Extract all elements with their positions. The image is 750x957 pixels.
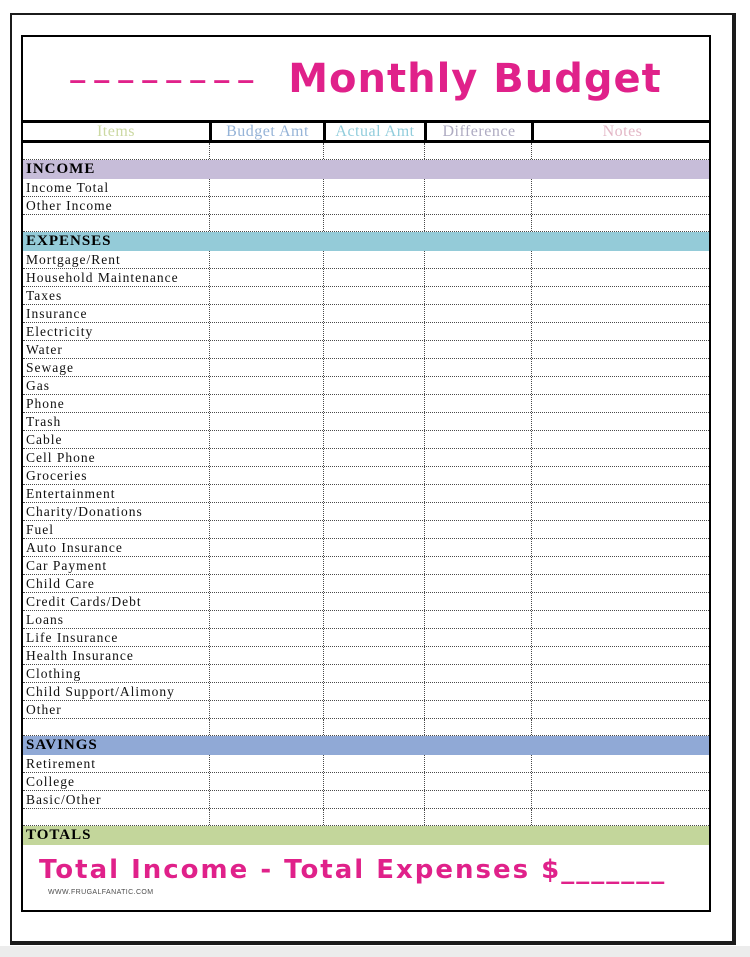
budget-amt-cell [209, 197, 323, 214]
difference-cell [424, 449, 531, 466]
budget-amt-cell [209, 503, 323, 520]
table-row [23, 647, 709, 665]
difference-cell [424, 251, 531, 268]
notes-cell [531, 701, 711, 718]
budget-amt-cell [209, 521, 323, 538]
budget-amt-cell [209, 431, 323, 448]
budget-amt-cell [209, 215, 323, 231]
table-row [23, 179, 709, 197]
notes-cell [531, 539, 711, 556]
difference-cell [424, 179, 531, 196]
actual-amt-cell [323, 269, 424, 286]
table-row [23, 251, 709, 269]
table-row [23, 665, 709, 683]
budget-amt-cell [209, 485, 323, 502]
difference-cell [424, 773, 531, 790]
item-label-cell: Basic/Other [26, 792, 102, 807]
actual-amt-cell [323, 323, 424, 340]
difference-cell [424, 323, 531, 340]
item-label-cell [23, 215, 209, 231]
budget-amt-cell [209, 755, 323, 772]
item-label-cell: Other Income [26, 198, 113, 213]
spacer-row [23, 719, 709, 736]
item-label-cell: Charity/Donations [26, 504, 143, 519]
difference-cell [424, 287, 531, 304]
notes-cell [531, 377, 711, 394]
difference-cell [424, 413, 531, 430]
difference-cell [424, 809, 531, 825]
difference-cell [424, 395, 531, 412]
item-label-cell: Trash [26, 414, 62, 429]
item-label-cell: Cell Phone [26, 450, 96, 465]
difference-cell [424, 521, 531, 538]
actual-amt-cell [323, 719, 424, 735]
actual-amt-cell [323, 629, 424, 646]
footer-area [23, 845, 709, 907]
notes-cell [531, 629, 711, 646]
notes-cell [531, 269, 711, 286]
column-header-row [23, 120, 709, 143]
notes-cell [531, 611, 711, 628]
difference-cell [424, 305, 531, 322]
item-label-cell: College [26, 774, 75, 789]
actual-amt-cell [323, 791, 424, 808]
actual-amt-cell [323, 143, 424, 159]
item-label-cell: Child Support/Alimony [26, 684, 175, 699]
spacer-row [23, 215, 709, 232]
table-row [23, 395, 709, 413]
difference-cell [424, 359, 531, 376]
title-area: ________ Monthly Budget [70, 48, 662, 102]
item-label-cell: Groceries [26, 468, 88, 483]
budget-amt-cell [209, 611, 323, 628]
item-label-cell: Other [26, 702, 62, 717]
actual-amt-cell [323, 305, 424, 322]
item-label-cell: Water [26, 342, 63, 357]
table-row [23, 539, 709, 557]
content-box [21, 35, 711, 912]
table-row [23, 611, 709, 629]
difference-cell [424, 575, 531, 592]
difference-cell [424, 341, 531, 358]
budget-amt-cell [209, 809, 323, 825]
table-body [23, 143, 709, 845]
item-label-cell: Gas [26, 378, 50, 393]
notes-cell [531, 179, 711, 196]
budget-amt-cell [209, 683, 323, 700]
difference-cell [424, 593, 531, 610]
notes-cell [531, 773, 711, 790]
item-label-cell: Fuel [26, 522, 55, 537]
table-row [23, 701, 709, 719]
budget-amt-cell [209, 359, 323, 376]
actual-amt-cell [323, 557, 424, 574]
difference-cell [424, 503, 531, 520]
item-label-cell: Income Total [26, 180, 110, 195]
table-row [23, 773, 709, 791]
item-label-cell: Sewage [26, 360, 74, 375]
section-header-income: INCOME [23, 160, 709, 179]
actual-amt-cell [323, 377, 424, 394]
actual-amt-cell [323, 521, 424, 538]
budget-amt-cell [209, 287, 323, 304]
notes-cell [531, 521, 711, 538]
notes-cell [531, 485, 711, 502]
difference-cell [424, 755, 531, 772]
table-row [23, 629, 709, 647]
budget-amt-cell [209, 305, 323, 322]
spacer-row [23, 809, 709, 826]
actual-amt-cell [323, 287, 424, 304]
actual-amt-cell [323, 773, 424, 790]
table-row [23, 485, 709, 503]
column-header-actual-amt: Actual Amt [323, 123, 424, 140]
item-label-cell: Retirement [26, 756, 96, 771]
notes-cell [531, 215, 711, 231]
table-row [23, 521, 709, 539]
notes-cell [531, 449, 711, 466]
notes-cell [531, 683, 711, 700]
item-label-cell: Entertainment [26, 486, 116, 501]
budget-amt-cell [209, 449, 323, 466]
difference-cell [424, 791, 531, 808]
notes-cell [531, 503, 711, 520]
notes-cell [531, 287, 711, 304]
notes-cell [531, 197, 711, 214]
table-row [23, 413, 709, 431]
budget-amt-cell [209, 701, 323, 718]
actual-amt-cell [323, 395, 424, 412]
item-label-cell: Insurance [26, 306, 88, 321]
budget-amt-cell [209, 575, 323, 592]
difference-cell [424, 557, 531, 574]
difference-cell [424, 611, 531, 628]
budget-amt-cell [209, 557, 323, 574]
actual-amt-cell [323, 179, 424, 196]
column-header-notes: Notes [531, 123, 711, 140]
notes-cell [531, 323, 711, 340]
notes-cell [531, 395, 711, 412]
website-url: WWW.FRUGALFANATIC.COM [48, 889, 154, 896]
difference-cell [424, 719, 531, 735]
budget-amt-cell [209, 539, 323, 556]
table-row [23, 305, 709, 323]
notes-cell [531, 755, 711, 772]
budget-amt-cell [209, 593, 323, 610]
item-label-cell: Loans [26, 612, 64, 627]
item-label-cell: Mortgage/Rent [26, 252, 121, 267]
actual-amt-cell [323, 467, 424, 484]
table-row [23, 197, 709, 215]
difference-cell [424, 701, 531, 718]
table-row [23, 467, 709, 485]
budget-amt-cell [209, 467, 323, 484]
difference-cell [424, 377, 531, 394]
notes-cell [531, 251, 711, 268]
actual-amt-cell [323, 413, 424, 430]
item-label-cell: Child Care [26, 576, 95, 591]
notes-cell [531, 467, 711, 484]
actual-amt-cell [323, 647, 424, 664]
item-label-cell: Cable [26, 432, 63, 447]
budget-amt-cell [209, 629, 323, 646]
item-label-cell: Auto Insurance [26, 540, 123, 555]
budget-amt-cell [209, 269, 323, 286]
difference-cell [424, 647, 531, 664]
item-label-cell: Car Payment [26, 558, 108, 573]
item-label-cell: Household Maintenance [26, 270, 179, 285]
item-label-cell: Clothing [26, 666, 82, 681]
actual-amt-cell [323, 593, 424, 610]
difference-cell [424, 215, 531, 231]
actual-amt-cell [323, 341, 424, 358]
section-header-savings: SAVINGS [23, 736, 709, 755]
table-row [23, 449, 709, 467]
table-row [23, 377, 709, 395]
actual-amt-cell [323, 503, 424, 520]
table-row [23, 269, 709, 287]
notes-cell [531, 809, 711, 825]
budget-amt-cell [209, 413, 323, 430]
notes-cell [531, 791, 711, 808]
item-label-cell: Electricity [26, 324, 94, 339]
budget-amt-cell [209, 341, 323, 358]
difference-cell [424, 539, 531, 556]
column-header-items: Items [96, 123, 136, 140]
spacer-row [23, 143, 709, 160]
table-row [23, 791, 709, 809]
actual-amt-cell [323, 701, 424, 718]
section-header-expenses: EXPENSES [23, 232, 709, 251]
item-label-cell [23, 719, 209, 735]
printable-page [10, 13, 736, 945]
item-label-cell: Health Insurance [26, 648, 134, 663]
budget-amt-cell [209, 395, 323, 412]
actual-amt-cell [323, 449, 424, 466]
notes-cell [531, 341, 711, 358]
budget-amt-cell [209, 179, 323, 196]
column-header-budget-amt: Budget Amt [209, 123, 323, 140]
item-label-cell: Taxes [26, 288, 63, 303]
notes-cell [531, 593, 711, 610]
difference-cell [424, 269, 531, 286]
table-row [23, 341, 709, 359]
section-header-totals: TOTALS [23, 826, 709, 845]
difference-cell [424, 683, 531, 700]
actual-amt-cell [323, 359, 424, 376]
table-row [23, 683, 709, 701]
budget-amt-cell [209, 143, 323, 159]
table-row [23, 431, 709, 449]
budget-amt-cell [209, 251, 323, 268]
actual-amt-cell [323, 539, 424, 556]
actual-amt-cell [323, 665, 424, 682]
difference-cell [424, 629, 531, 646]
difference-cell [424, 485, 531, 502]
actual-amt-cell [323, 251, 424, 268]
notes-cell [531, 557, 711, 574]
notes-cell [531, 413, 711, 430]
table-row [23, 287, 709, 305]
difference-cell [424, 431, 531, 448]
column-header-difference: Difference [424, 123, 531, 140]
actual-amt-cell [323, 611, 424, 628]
table-row [23, 593, 709, 611]
totals-formula: Total Income - Total Expenses $_______ [39, 855, 667, 885]
notes-cell [531, 665, 711, 682]
difference-cell [424, 197, 531, 214]
item-label-cell [23, 809, 209, 825]
table-row [23, 755, 709, 773]
notes-cell [531, 359, 711, 376]
budget-amt-cell [209, 647, 323, 664]
budget-amt-cell [209, 791, 323, 808]
budget-amt-cell [209, 377, 323, 394]
budget-amt-cell [209, 773, 323, 790]
actual-amt-cell [323, 485, 424, 502]
item-label-cell: Life Insurance [26, 630, 119, 645]
notes-cell [531, 575, 711, 592]
item-label-cell: Phone [26, 396, 65, 411]
difference-cell [424, 665, 531, 682]
table-row [23, 575, 709, 593]
table-row [23, 323, 709, 341]
actual-amt-cell [323, 809, 424, 825]
actual-amt-cell [323, 755, 424, 772]
page-edge-shadow [0, 946, 750, 957]
notes-cell [531, 143, 711, 159]
actual-amt-cell [323, 575, 424, 592]
budget-amt-cell [209, 719, 323, 735]
notes-cell [531, 305, 711, 322]
actual-amt-cell [323, 683, 424, 700]
difference-cell [424, 143, 531, 159]
item-label-cell: Credit Cards/Debt [26, 594, 142, 609]
actual-amt-cell [323, 197, 424, 214]
budget-amt-cell [209, 323, 323, 340]
notes-cell [531, 647, 711, 664]
table-row [23, 503, 709, 521]
table-row [23, 557, 709, 575]
budget-amt-cell [209, 665, 323, 682]
item-label-cell [23, 143, 209, 159]
actual-amt-cell [323, 215, 424, 231]
notes-cell [531, 431, 711, 448]
notes-cell [531, 719, 711, 735]
page-title: Monthly Budget [288, 55, 662, 102]
difference-cell [424, 467, 531, 484]
actual-amt-cell [323, 431, 424, 448]
table-row [23, 359, 709, 377]
